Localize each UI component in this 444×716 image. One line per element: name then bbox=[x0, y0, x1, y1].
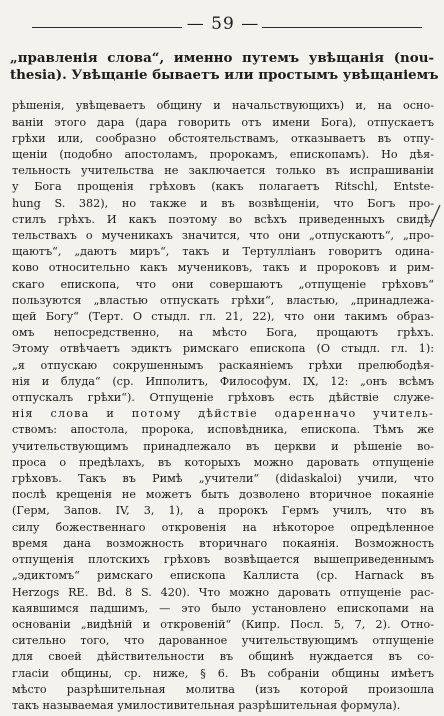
text-line: нія слова и потому дѣйствіе одаренначо учитель- bbox=[12, 407, 434, 421]
text-line: Herzogs RE. Bd. 8 S. 420). Что можно даровать отпущеніе рас- bbox=[12, 585, 434, 599]
text-line: стилъ грѣхъ. И какъ поэтому во всѣхъ приведенныхъ свидѣ- bbox=[12, 212, 434, 226]
header-rule-right bbox=[262, 27, 422, 28]
text-line: тельствахъ о мученикахъ значится, что они „отпускаютъ“, „про- bbox=[12, 229, 434, 243]
text-line: (Герм, Запов. IV, 3, 1), а пророкъ Гермъ училъ, что въ bbox=[12, 504, 434, 518]
text-line: „эдиктомъ“ римскаго епископа Каллиста (ср. Harnack въ bbox=[12, 569, 434, 583]
body-paragraph bbox=[12, 98, 434, 714]
text-line: „я отпускаю сокрушеннымъ раскаяніемъ грѣхи прелюбодѣя- bbox=[12, 358, 434, 372]
text-line: щаютъ“, „даютъ миръ“, такъ и Тертулліанъ говоритъ одина- bbox=[12, 245, 434, 259]
text-line: сительно того, что дарованное учительствующимъ отпущеніе bbox=[12, 634, 434, 648]
text-line: щей Богу“ (Терт. О стыдл. гл. 21, 22), что они такимъ образ- bbox=[12, 310, 434, 324]
text-line: Этому отвѣчаетъ эдиктъ римскаго епископа (О стыдл. гл. 1): bbox=[12, 342, 434, 356]
text-line: щеніи (подобно апостоламъ, пророкамъ, епископамъ). Но дѣя- bbox=[12, 148, 434, 162]
continued-heading bbox=[10, 50, 439, 84]
text-line: проса о предѣлахъ, въ которыхъ можно даровать отпущеніе bbox=[12, 455, 434, 469]
text-line: тельность учительства не заключается только въ испрашиваніи bbox=[12, 164, 434, 178]
margin-pencil-mark bbox=[428, 203, 442, 229]
text-line: нія и блуда“ (ср. Ипполитъ, Философум. IX, 12: „онъ всѣмъ bbox=[12, 374, 434, 388]
heading-line: thesia). Увѣщаніе бываетъ или простымъ увѣщаніемъ bbox=[10, 67, 439, 84]
text-line: грѣхи или, сообразно обстоятельствамъ, отказываетъ въ отпу- bbox=[12, 131, 434, 145]
text-line: гласіи общины, ср. ниже, § 6. Въ собраніи общины имѣетъ bbox=[12, 666, 434, 680]
text-line: для своей дѣйствительности въ общинѣ нуждается въ со- bbox=[12, 650, 434, 664]
text-line: время дана возможность вторичнаго покаянія. Возможность bbox=[12, 536, 434, 550]
text-line: рѣшенія, увѣщеваетъ общину и начальствующихъ) и, на осно- bbox=[12, 99, 434, 113]
page-header bbox=[12, 8, 434, 50]
text-line: каявшимся падшимъ, — это было установлено епископами на bbox=[12, 601, 434, 615]
text-line: скаго епископа, что они совершаютъ „отпущеніе грѣховъ“ bbox=[12, 277, 434, 291]
text-line: hung S. 382), но также и въ возвѣщеніи, что Богъ про- bbox=[12, 196, 434, 210]
text-line: у Бога прощенія грѣховъ (какъ полагаетъ Ritschl, Entste- bbox=[12, 180, 434, 194]
text-line: ствомъ: апостола, пророка, исповѣдника, епископа. Тѣмъ же bbox=[12, 423, 434, 437]
text-line: учительствующимъ принадлежало въ церкви и рѣшеніе во- bbox=[12, 439, 434, 453]
page-number: — 59 — bbox=[186, 14, 260, 34]
text-line: основаніи „видѣній и откровеній“ (Кипр. Посл. 5, 7, 2). Отно- bbox=[12, 617, 434, 631]
text-line: пользуются „властью отпускать грѣхи“, властью, „принадлежа- bbox=[12, 293, 434, 307]
text-line: послѣ крещенія не можетъ быть дозволено вторичное покаяніе bbox=[12, 488, 434, 502]
heading-line: „правленія слова“, именно путемъ увѣщанія (nou- bbox=[10, 50, 434, 66]
text-line: мѣсто разрѣшительная молитва (изъ которой произошла bbox=[12, 682, 434, 696]
text-line: силу божественнаго откровенія на нѣкоторое опредѣленное bbox=[12, 520, 434, 534]
text-line: ково относительно какъ мучениковъ, такъ и пророковъ и рим- bbox=[12, 261, 434, 275]
text-line: такъ называемая умилостивительная разрѣшительная формула). bbox=[12, 698, 401, 712]
text-line: ваніи этого дара (дара говорить отъ имени Бога), отпускаетъ bbox=[12, 115, 434, 129]
text-line: омъ непосредственно, на мѣсто Бога, прощаютъ грѣхъ. bbox=[12, 326, 434, 340]
text-line: грѣховъ. Такъ въ Римѣ „учители“ (didaskaloi) учили, что bbox=[12, 472, 434, 486]
text-line: отпускалъ грѣхи“). Отпущеніе грѣховъ есть дѣйствіе служе- bbox=[12, 391, 434, 405]
text-line: отпущенія плотскихъ грѣховъ возвѣщается вышеприведеннымъ bbox=[12, 553, 434, 567]
